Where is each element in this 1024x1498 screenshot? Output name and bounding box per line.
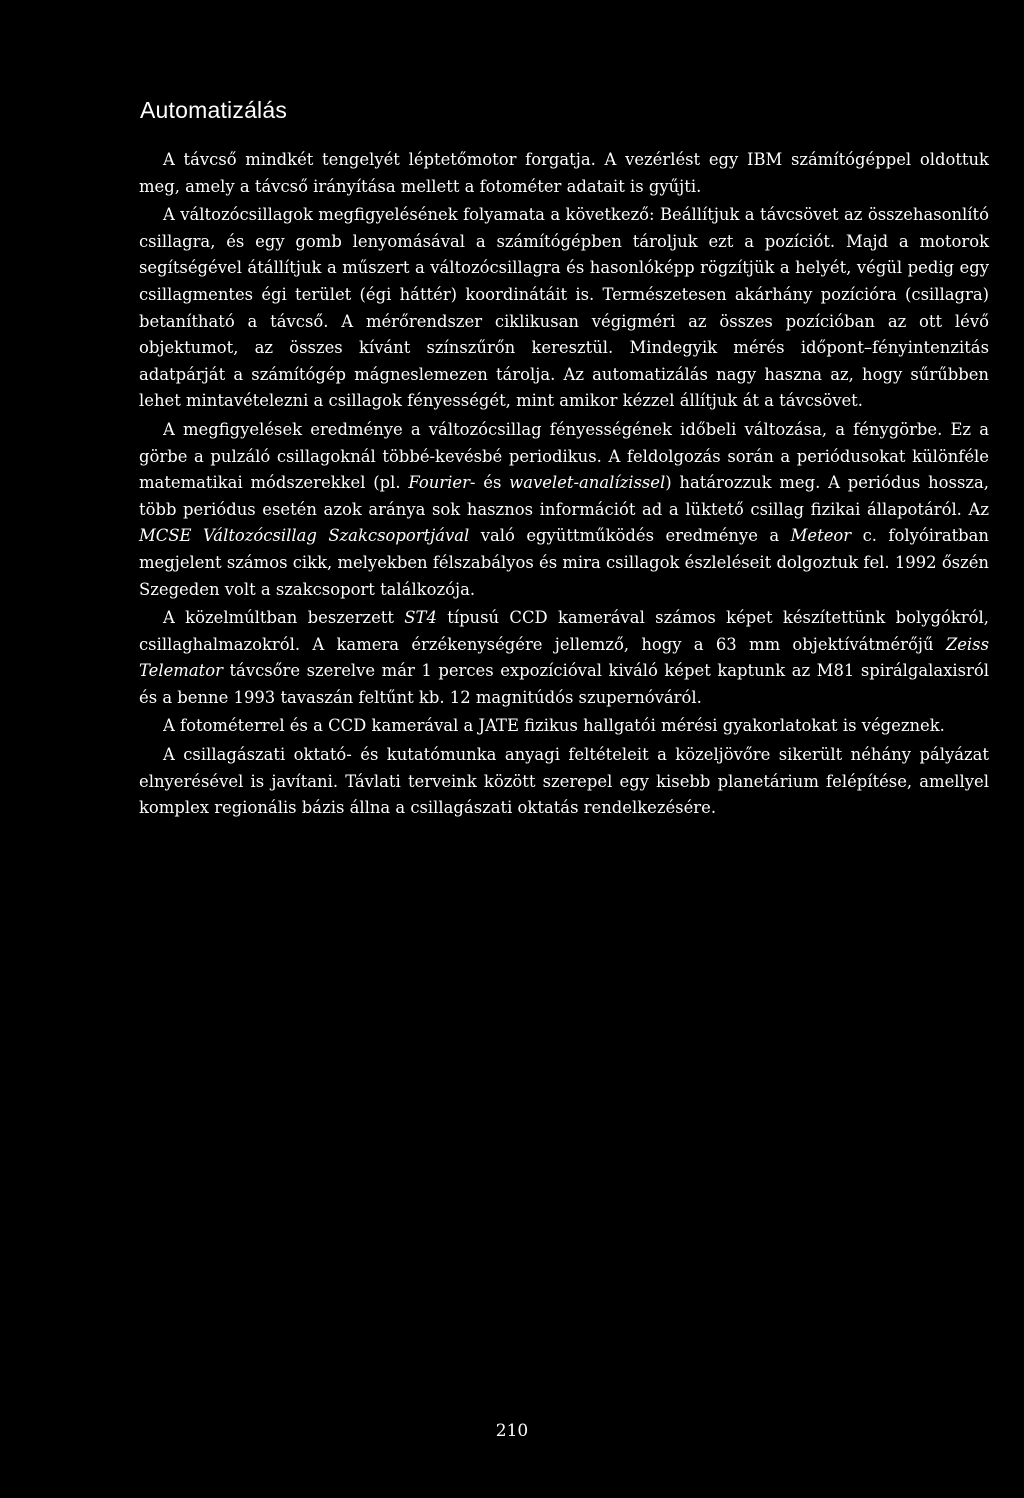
body-text: [139, 147, 989, 824]
paragraph-future-plans: A csillagászati oktató- és kutatómunka anyagi feltételeit a közeljövőre sikerült néhány pályázat elnyerésével is javítani. Távlati terveink között szerepel egy kisebb planetárium felépítése, amellyel komplex regionális bázis állna a csillagászati oktatás rendelkezésére.: [139, 745, 989, 818]
zeiss-telemator-name: Zeiss Telemator: [139, 634, 989, 681]
text-run: c. folyóiratban megjelent számos cikk, melyekben félszabályos és mira csillagok észleléseit dolgoztuk fel. 1992 őszén Szegeden volt a szakcsoport találkozója.: [139, 526, 989, 599]
paragraph-observation-process: A változócsillagok megfigyelésének folyamata a következő: Beállítjuk a távcsövet az összehasonlító csillagra, és egy gomb lenyomásával a számítógépben tároljuk ezt a pozíciót. Majd a motorok segítségével átállítjuk a műszert a változócsillagra és hasonlóképp rögzítjük a helyét, végül pedig egy csillagmentes égi terület (égi háttér) koordinátáit is. Természetesen akárhány pozícióra (csillagra) betanítható a távcső. A mérőrendszer ciklikusan végigméri az összes pozícióban az ott lévő objektumot, az összes kívánt színszűrőn keresztül. Mindegyik mérés időpont–fényintenzitás adatpárját a számítógép mágneslemezen tárolja. Az automatizálás nagy haszna az, hogy sűrűbben lehet mintavételezni a csillagok fényességét, mint amikor kézzel állítjuk át a távcsövet.: [139, 205, 989, 411]
text-run: ) határozzuk meg. A periódus hossza, több periódus esetén azok aránya sok hasznos információt ad a lüktető csillag fizikai állapotáról. Az: [139, 473, 989, 519]
paragraph-student-labs: A fotométerrel és a CCD kamerával a JATE fizikus hallgatói mérési gyakorlatokat is végeznek.: [163, 716, 945, 736]
st4-model: ST4: [404, 608, 437, 628]
text-run: való együttműködés eredménye a: [469, 526, 791, 546]
text-run: és: [475, 473, 510, 493]
meteor-journal-name: Meteor: [790, 526, 852, 546]
text-run: távcsőre szerelve már 1 perces expozícióval kiváló képet kaptunk az M81 spirálgalaxisról és a benne 1993 tavaszán feltűnt kb. 12 magnitúdós szupernóváról.: [139, 661, 989, 707]
text-run: A közelmúltban beszerzett: [163, 608, 405, 628]
paragraph-light-curve: [139, 417, 989, 603]
mcse-group-name: MCSE Változócsillag Szakcsoportjával: [139, 526, 470, 546]
section-heading: Automatizálás: [140, 97, 288, 123]
text-run: típusú CCD kamerával számos képet készítettünk bolygókról, csillaghalmazokról. A kamera érzékenységére jellemző, hogy a 63 mm objektívátmérőjű: [139, 608, 989, 654]
wavelet-term: wavelet-analízissel: [509, 473, 666, 493]
text-run: A megfigyelések eredménye a változócsillag fényességének időbeli változása, a fénygörbe. Ez a görbe a pulzáló csillagoknál többé-kevésbé periodikus. A feldolgozás során a periódusokat különféle matematikai módszerekkel (pl.: [139, 419, 989, 493]
paragraph-ccd-camera: [139, 605, 989, 711]
fourier-term: Fourier-: [408, 473, 476, 493]
page-number: 210: [495, 1421, 529, 1441]
paragraph-stepper-motors: A távcső mindkét tengelyét léptetőmotor forgatja. A vezérlést egy IBM számítógéppel oldottuk meg, amely a távcső irányítása mellett a fotométer adatait is gyűjti.: [139, 150, 989, 196]
